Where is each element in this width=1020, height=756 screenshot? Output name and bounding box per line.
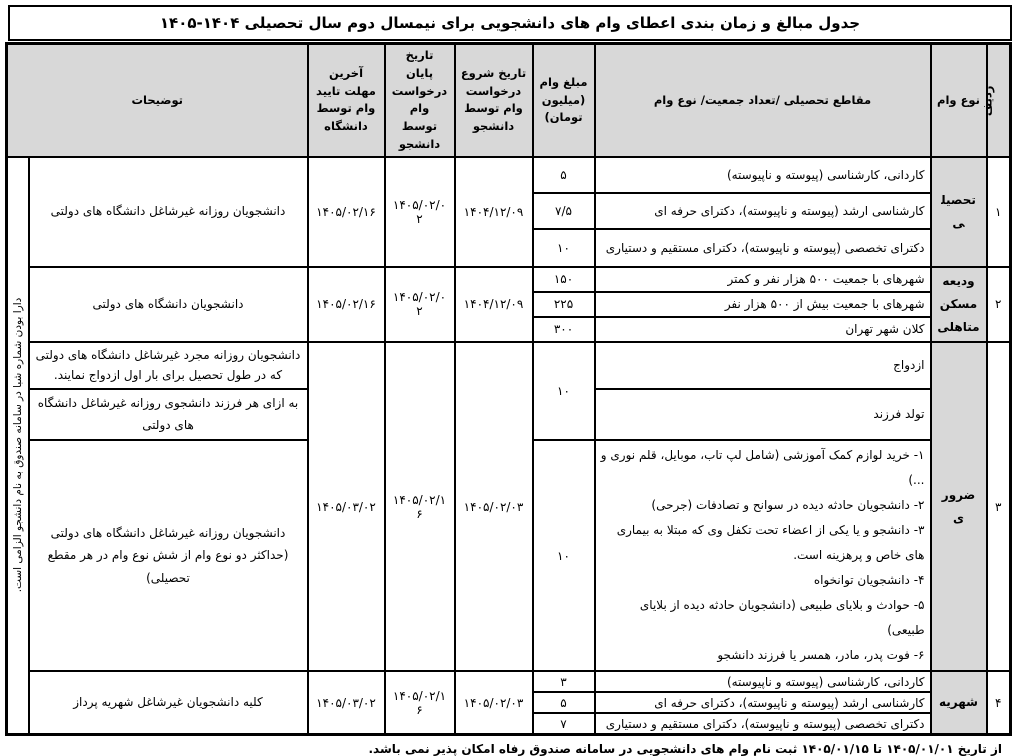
side-note-cell [7, 157, 29, 734]
g2-level-3: کلان شهر تهران [595, 317, 931, 342]
loan-schedule-table [5, 42, 1012, 736]
group4-row1 [7, 671, 1011, 692]
col-header-start-date: تاریخ شروع درخواست وام توسط دانشجو [455, 44, 533, 157]
footer-note: از تاریخ ۱۴۰۵/۰۱/۰۱ تا ۱۴۰۵/۰۱/۱۵ ثبت نام وام های دانشجویی در سامانه صندوق رفاه امکان پذیر نمی باشد. [368, 741, 1002, 756]
g3-row-no: ۳ [987, 342, 1011, 671]
g2-end-date: ۱۴۰۵/۰۲/۰۲ [385, 267, 455, 342]
g1-start-date: ۱۴۰۴/۱۲/۰۹ [455, 157, 533, 267]
g1-row-no: ۱ [987, 157, 1011, 267]
g1-amount-3: ۱۰ [533, 229, 595, 267]
g4-loan-type: شهریه [931, 671, 987, 734]
g3-list-line-3: ۳- دانشجو و یا یکی از اعضاء تحت تکفل وی که مبتلا به بیماری های خاص و پرهزینه است. [616, 523, 925, 563]
g4-level-1: کاردانی، کارشناسی (پیوسته و ناپیوسته) [595, 671, 931, 692]
g1-level-3: دکترای تخصصی (پیوسته و ناپیوسته)، دکترای مستقیم و دستیاری [595, 229, 931, 267]
g1-end-date: ۱۴۰۵/۰۲/۰۲ [385, 157, 455, 267]
g3-level-birth: تولد فرزند [595, 389, 931, 441]
g2-level-1: شهرهای با جمعیت ۵۰۰ هزار نفر و کمتر [595, 267, 931, 292]
col-header-approval-deadline: آخرین مهلت تایید وام توسط دانشگاه [308, 44, 385, 157]
col-header-loan-type: نوع وام [931, 44, 987, 157]
col-header-end-date: تاریخ پایان درخواست وام توسط دانشجو [385, 44, 455, 157]
g3-amount-list: ۱۰ [533, 440, 595, 671]
group3-row1 [7, 342, 1011, 389]
g2-approval-deadline: ۱۴۰۵/۰۲/۱۶ [308, 267, 385, 342]
g4-approval-deadline: ۱۴۰۵/۰۳/۰۲ [308, 671, 385, 734]
row-no-vertical-label: ردیف [980, 85, 995, 116]
g4-amount-3: ۷ [533, 713, 595, 734]
g1-amount-1: ۵ [533, 157, 595, 193]
g4-start-date: ۱۴۰۵/۰۲/۰۳ [455, 671, 533, 734]
col-header-levels: مقاطع تحصیلی /تعداد جمعیت/ نوع وام [595, 44, 931, 157]
g3-list-line-2: ۲- دانشجویان حادثه دیده در سوانح و تصادفات (جرحی) [651, 498, 925, 513]
g2-amount-2: ۲۲۵ [533, 292, 595, 317]
g1-notes: دانشجویان روزانه غیرشاغل دانشگاه های دولتی [29, 157, 308, 267]
col-header-amount: مبلغ وام (میلیون تومان) [533, 44, 595, 157]
g2-amount-1: ۱۵۰ [533, 267, 595, 292]
g2-row-no: ۲ [987, 267, 1011, 342]
g3-list-line-5: ۵- حوادث و بلایای طبیعی (دانشجویان حادثه دیده از بلایای طبیعی) [639, 598, 925, 638]
g3-list-line-1: ۱- خرید لوازم کمک آموزشی (شامل لپ تاب، موبایل، قلم نوری و ...) [600, 448, 925, 488]
group1-row1 [7, 157, 1011, 193]
g4-end-date: ۱۴۰۵/۰۲/۱۶ [385, 671, 455, 734]
g2-notes: دانشجویان دانشگاه های دولتی [29, 267, 308, 342]
g1-level-1: کاردانی، کارشناسی (پیوسته و ناپیوسته) [595, 157, 931, 193]
g3-start-date: ۱۴۰۵/۰۲/۰۳ [455, 342, 533, 671]
g3-loan-type: ضروری [931, 342, 987, 671]
g3-level-marriage: ازدواج [595, 342, 931, 389]
g2-start-date: ۱۴۰۴/۱۲/۰۹ [455, 267, 533, 342]
table-header-row [7, 44, 1011, 157]
document-title: جدول مبالغ و زمان بندی اعطای وام های دانشجویی برای نیمسال دوم سال تحصیلی ۱۴۰۴-۱۴۰۵ [8, 5, 1012, 41]
g3-approval-deadline: ۱۴۰۵/۰۳/۰۲ [308, 342, 385, 671]
col-header-notes: توضیحات [7, 44, 308, 157]
g3-end-date: ۱۴۰۵/۰۲/۱۶ [385, 342, 455, 671]
g1-loan-type: تحصیلی [931, 157, 987, 267]
g2-amount-3: ۳۰۰ [533, 317, 595, 342]
col-header-row-no [980, 44, 1011, 157]
g4-notes: کلیه دانشجویان غیرشاغل شهریه پرداز [29, 671, 308, 734]
g3-amount-marriage-birth: ۱۰ [533, 342, 595, 440]
g4-row-no: ۴ [987, 671, 1011, 734]
g4-level-2: کارشناسی ارشد (پیوسته و ناپیوسته)، دکترای حرفه ای [595, 692, 931, 713]
g3-notes-birth: به ازای هر فرزند دانشجوی روزانه غیرشاغل دانشگاه های دولتی [29, 389, 308, 441]
g4-level-3: دکترای تخصصی (پیوسته و ناپیوسته)، دکترای مستقیم و دستیاری [595, 713, 931, 734]
group2-row1 [7, 267, 1011, 292]
g1-level-2: کارشناسی ارشد (پیوسته و ناپیوسته)، دکترای حرفه ای [595, 193, 931, 229]
g2-loan-type: ودیعه مسکن متاهلی [931, 267, 987, 342]
g3-notes-list: دانشجویان روزانه غیرشاغل دانشگاه های دولتی (حداکثر دو نوع وام از شش نوع وام در هر مقطع تحصیلی) [29, 440, 308, 671]
g3-level-list [595, 440, 931, 671]
g3-list-line-6: ۶- فوت پدر، مادر، همسر یا فرزند دانشجو [717, 648, 925, 663]
side-note-vertical-text: دارا بودن شماره شبا در سامانه صندوق به نام دانشجو الزامی است. [11, 298, 24, 593]
g3-notes-marriage: دانشجویان روزانه مجرد غیرشاغل دانشگاه های دولتی که در طول تحصیل برای بار اول ازدواج نمایند. [29, 342, 308, 389]
g4-amount-1: ۳ [533, 671, 595, 692]
g4-amount-2: ۵ [533, 692, 595, 713]
g1-amount-2: ۷/۵ [533, 193, 595, 229]
g2-level-2: شهرهای با جمعیت بیش از ۵۰۰ هزار نفر [595, 292, 931, 317]
g3-list-line-4: ۴- دانشجویان توانخواه [813, 573, 925, 588]
g1-approval-deadline: ۱۴۰۵/۰۲/۱۶ [308, 157, 385, 267]
